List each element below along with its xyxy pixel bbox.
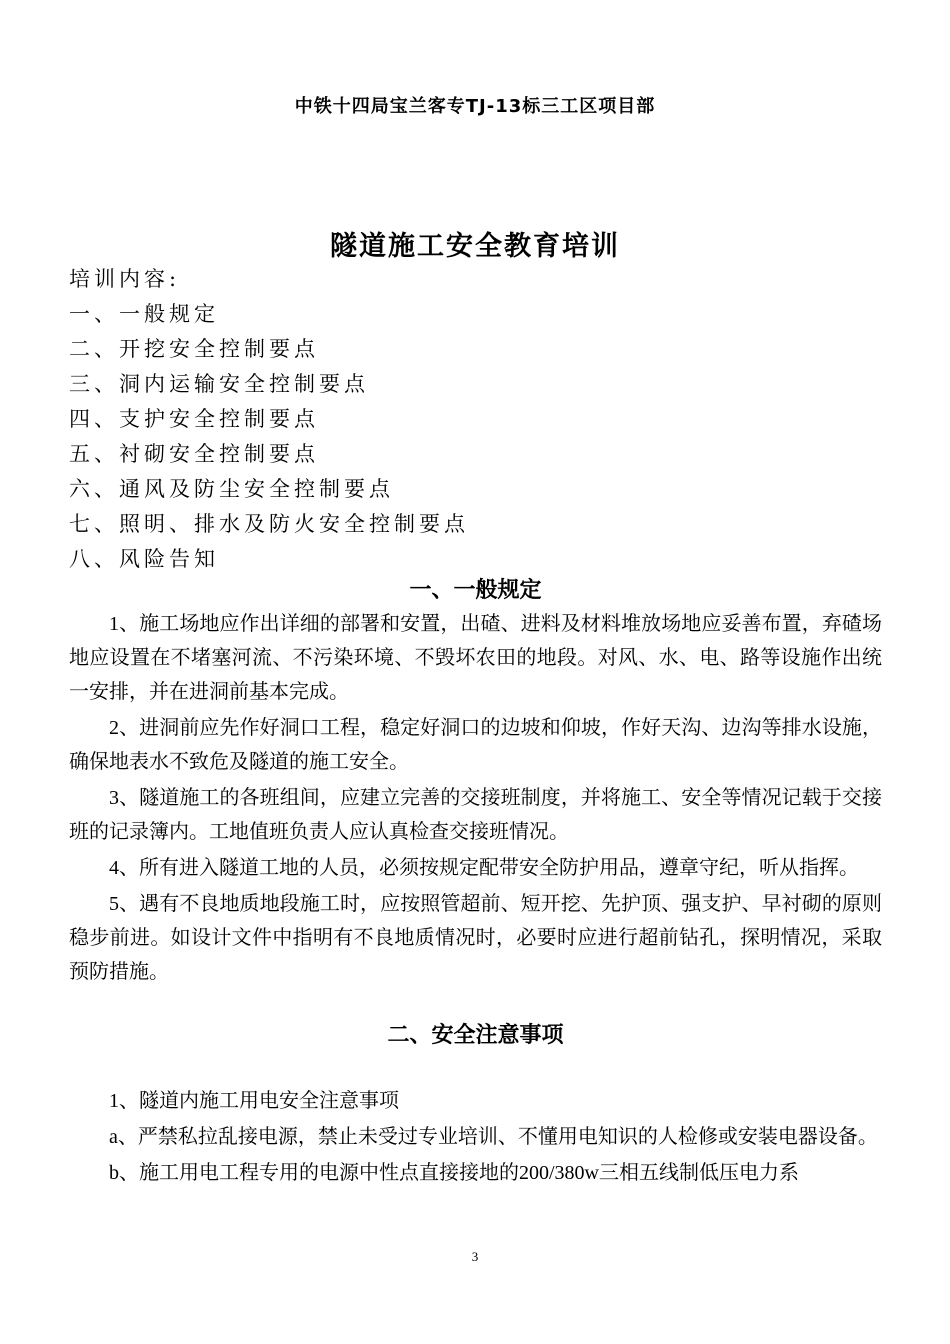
section-general-rules [69,575,882,991]
page-header: 中铁十四局宝兰客专TJ-13标三工区项目部 [294,96,656,117]
paragraph: 4、所有进入隧道工地的人员，必须按规定配带安全防护用品，遵章守纪，听从指挥。 [109,857,859,879]
paragraph: 2、进洞前应先作好洞口工程，稳定好洞口的边坡和仰坡，作好天沟、边沟等排水设施，确保地表水不致危及隧道的施工安全。 [69,717,882,773]
paragraph: a、严禁私拉乱接电源，禁止未受过专业培训、不懂用电知识的人检修或安装电器设备。 [109,1126,878,1148]
subsection-heading: 1、隧道内施工用电安全注意事项 [109,1090,399,1112]
toc-label: 培训内容: [69,267,181,291]
toc-item: 六、通风及防尘安全控制要点 [69,477,394,501]
paragraph: b、施工用电工程专用的电源中性点直接接地的200/380w三相五线制低压电力系 [109,1162,799,1184]
section-safety-notes [69,1018,882,1192]
toc-item: 三、洞内运输安全控制要点 [69,372,369,396]
toc-item: 四、支护安全控制要点 [69,407,319,431]
toc-item: 八、风险告知 [69,547,219,571]
toc-item: 一、一般规定 [69,302,219,326]
training-contents [69,262,889,577]
toc-item: 二、开挖安全控制要点 [69,337,319,361]
paragraph: 1、施工场地应作出详细的部署和安置，出碴、进料及材料堆放场地应妥善布置，弃碴场地应设置在不堵塞河流、不污染环境、不毁坏农田的地段。对风、水、电、路等设施作出统一安排，并在进洞前基本完成。 [69,613,882,703]
document-title: 隧道施工安全教育培训 [330,231,620,262]
toc-item: 五、衬砌安全控制要点 [69,442,319,466]
toc-item: 七、照明、排水及防火安全控制要点 [69,512,469,536]
paragraph: 5、遇有不良地质地段施工时，应按照管超前、短开挖、先护顶、强支护、早衬砌的原则稳步前进。如设计文件中指明有不良地质情况时，必要时应进行超前钻孔，探明情况，采取预防措施。 [69,893,882,983]
page-number: 3 [471,1249,479,1264]
section-heading: 一、一般规定 [409,578,542,603]
section-heading: 二、安全注意事项 [387,1023,564,1048]
paragraph: 3、隧道施工的各班组间，应建立完善的交接班制度，并将施工、安全等情况记载于交接班的记录簿内。工地值班负责人应认真检查交接班情况。 [69,787,882,843]
